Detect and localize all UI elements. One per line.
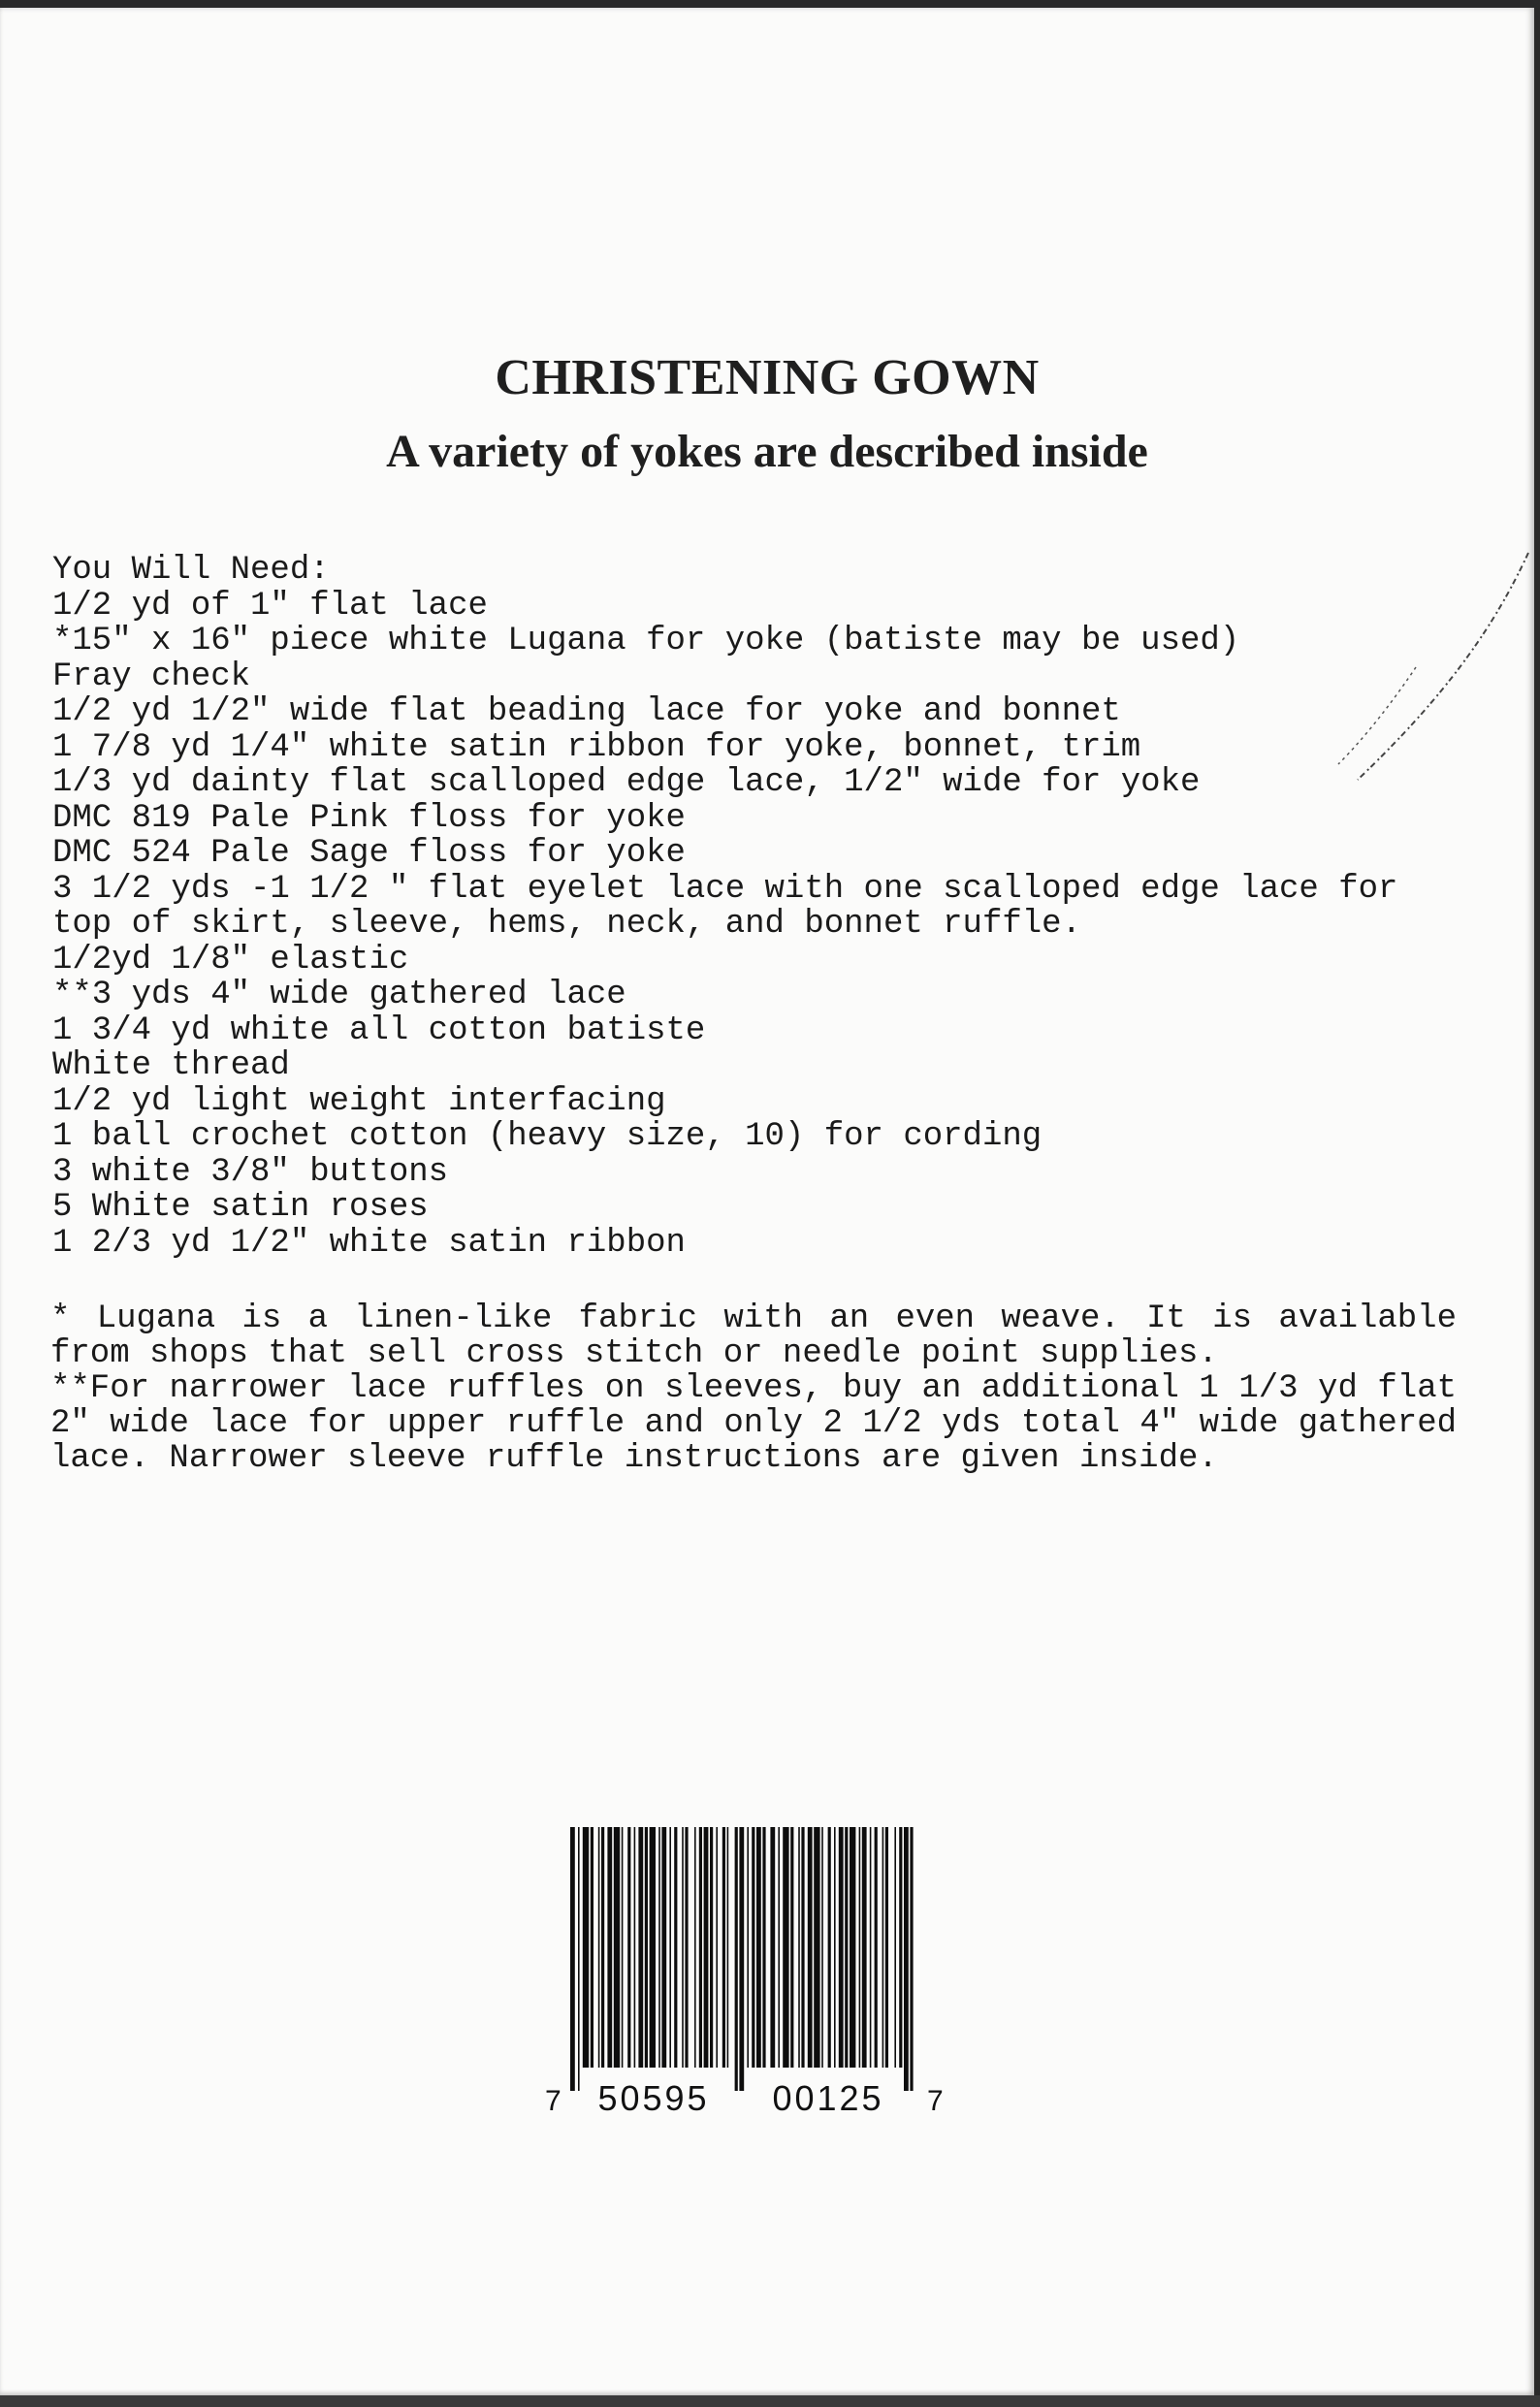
list-item: 5 White satin roses bbox=[52, 1189, 429, 1226]
barcode-bar bbox=[882, 1827, 884, 2068]
barcode-bar bbox=[669, 1827, 671, 2068]
footnotes bbox=[50, 1301, 1457, 1476]
barcode-bar bbox=[839, 1827, 844, 2068]
list-item: **3 yds 4" wide gathered lace bbox=[52, 977, 626, 1013]
barcode-bar bbox=[674, 1827, 677, 2068]
barcode-bar bbox=[627, 1827, 630, 2068]
barcode-bar bbox=[910, 1827, 913, 2091]
barcode-bar bbox=[904, 1827, 909, 2091]
barcode-bar bbox=[607, 1827, 612, 2068]
list-item: 3 white 3/8" buttons bbox=[52, 1153, 449, 1191]
list-item: White thread bbox=[52, 1047, 290, 1084]
barcode-bar bbox=[783, 1827, 788, 2068]
barcode-bar bbox=[591, 1827, 594, 2068]
barcode-bar bbox=[699, 1827, 702, 2068]
barcode-bar bbox=[650, 1827, 656, 2068]
sleeve-ruffle-note: **For narrower lace ruffles on sleeves, buy an additional 1 1/3 yd flat 2" wide lace for upper ruffle and only 2 1/2 yds total 4" wide gathered lace. Narrower sleeve ruffle instructions are given inside. bbox=[50, 1370, 1457, 1477]
barcode-bar bbox=[894, 1827, 896, 2068]
barcode-bar bbox=[756, 1827, 761, 2068]
barcode-bar bbox=[634, 1827, 636, 2068]
barcode-bar bbox=[845, 1827, 848, 2068]
barcode-bar bbox=[622, 1827, 624, 2068]
scan-edge bbox=[0, 2395, 1540, 2407]
barcode-bar bbox=[658, 1827, 660, 2068]
pen-scratch-mark bbox=[1299, 551, 1532, 803]
barcode-bar bbox=[821, 1827, 823, 2068]
barcode-bar bbox=[614, 1827, 620, 2068]
barcode-bar bbox=[828, 1827, 831, 2068]
barcode-bar bbox=[570, 1827, 575, 2091]
list-item: 1 ball crochet cotton (heavy size, 10) for cording bbox=[52, 1118, 1043, 1155]
barcode-bar bbox=[814, 1827, 819, 2068]
barcode-left-digit: 7 bbox=[545, 2085, 561, 2117]
lugana-note: * Lugana is a linen-like fabric with an even weave. It is available from shops that sell cross stitch or needle point supplies. bbox=[50, 1300, 1457, 1372]
list-item: 1 7/8 yd 1/4" white satin ribbon for yoke, bonnet, trim bbox=[52, 728, 1141, 766]
barcode-bar bbox=[862, 1827, 867, 2068]
barcode-bar bbox=[747, 1827, 749, 2068]
upc-barcode bbox=[531, 1827, 948, 2118]
barcode-bar bbox=[727, 1827, 729, 2068]
barcode-bar bbox=[778, 1827, 780, 2068]
page-title: CHRISTENING GOWN bbox=[495, 350, 1040, 405]
barcode-bar bbox=[834, 1827, 836, 2068]
list-item: DMC 524 Pale Sage floss for yoke bbox=[52, 835, 686, 872]
barcode-bar bbox=[752, 1827, 754, 2068]
barcode-bar bbox=[682, 1827, 684, 2068]
list-item: 1 3/4 yd white all cotton batiste bbox=[52, 1011, 706, 1049]
barcode-bar bbox=[716, 1827, 718, 2068]
materials-heading: You Will Need: bbox=[52, 552, 330, 589]
list-item: DMC 819 Pale Pink floss for yoke bbox=[52, 799, 686, 837]
barcode-bar bbox=[808, 1827, 813, 2068]
barcode-bar bbox=[578, 1827, 580, 2091]
barcode-bar bbox=[735, 1827, 738, 2091]
barcode-bar bbox=[762, 1827, 765, 2068]
list-item: 1/2 yd 1/2" wide flat beading lace for yoke and bonnet bbox=[52, 693, 1121, 730]
barcode-bar bbox=[790, 1827, 793, 2068]
page-subtitle: A variety of yokes are described inside bbox=[386, 426, 1148, 477]
barcode-bar bbox=[770, 1827, 775, 2068]
barcode-bar bbox=[859, 1827, 861, 2068]
list-item: 1/2yd 1/8" elastic bbox=[52, 941, 409, 979]
barcode-bar bbox=[661, 1827, 666, 2068]
pattern-back-cover bbox=[0, 8, 1534, 2395]
barcode-bar bbox=[704, 1827, 709, 2068]
barcode-bar bbox=[870, 1827, 872, 2068]
materials-list bbox=[52, 553, 1468, 1261]
barcode-bar bbox=[598, 1827, 600, 2068]
barcode-left-group: 50595 bbox=[597, 2078, 710, 2118]
list-item: 1/2 yd of 1" flat lace bbox=[52, 587, 488, 625]
barcode-bar bbox=[601, 1827, 604, 2068]
barcode-bar bbox=[694, 1827, 696, 2068]
barcode-bar bbox=[899, 1827, 902, 2068]
list-item: 1/2 yd light weight interfacing bbox=[52, 1082, 666, 1120]
barcode-bar bbox=[850, 1827, 855, 2068]
barcode-bar bbox=[885, 1827, 888, 2068]
barcode-bar bbox=[739, 1827, 744, 2091]
list-item: Fray check bbox=[52, 658, 251, 695]
list-item: 3 1/2 yds -1 1/2 " flat eyelet lace with one scalloped edge lace for top of skirt, sleeve, hems, neck, and bonnet ruffle. bbox=[52, 870, 1418, 943]
barcode-bar bbox=[798, 1827, 800, 2068]
barcode-bar bbox=[710, 1827, 713, 2068]
barcode-bar bbox=[685, 1827, 688, 2068]
barcode-bar bbox=[801, 1827, 804, 2068]
barcode-bar bbox=[722, 1827, 725, 2068]
barcode-bar bbox=[583, 1827, 589, 2068]
barcode-right-digit: 7 bbox=[927, 2085, 944, 2117]
list-item: 1 2/3 yd 1/2" white satin ribbon bbox=[52, 1224, 686, 1262]
barcode-bar bbox=[875, 1827, 878, 2068]
barcode-bar bbox=[638, 1827, 643, 2068]
list-item: 1/3 yd dainty flat scalloped edge lace, 1/2" wide for yoke bbox=[52, 764, 1201, 801]
barcode-bar bbox=[645, 1827, 648, 2068]
list-item: *15" x 16" piece white Lugana for yoke (batiste may be used) bbox=[52, 623, 1240, 659]
barcode-right-group: 00125 bbox=[772, 2078, 884, 2118]
